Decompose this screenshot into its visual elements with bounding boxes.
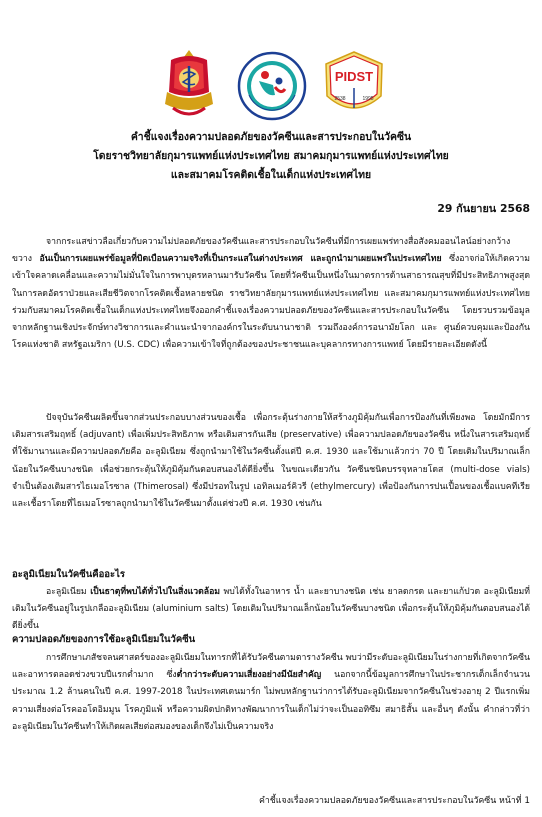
- pidst-year-ad: 1995: [362, 96, 374, 102]
- intro-text-c: ซึ่งอาจก่อให้เกิดความเข้าใจคลาดเคลื่อนและความไม่มั่นใจในการพาบุตรหลานมารับวัคซีน โดยที่วัคซีนเป็นหนึ่งในมาตรการด้านสาธารณสุขที่มีประสิทธิภาพสูงสุดในการลดอัตราป่วยและเสียชีวิตจากโรคติดเชื้อหลายชนิด ราชวิทยาลัยกุมารแพทย์แห่งประเทศไทย และสมาคมกุมารแพทย์แห่งประเทศไทย ร่วมกับสมาคมโรคติดเชื้อในเด็กแห่งประเทศไทยจึงออกคำชี้แจงเรื่องความปลอดภัยของวัคซีนและสารประกอบในวัคซีน โดยรวบรวมข้อมูลจากหลักฐานเชิงประจักษ์ทางวิชาการและคำแนะนำจากองค์กรในระดับนานาชาติ รวมถึงองค์การอนามัยโลก และ ศูนย์ควบคุมและป้องกันโรคแห่งชาติ สหรัฐอเมริกา (U.S. CDC) เพื่อความเข้าใจที่ถูกต้องของประชาชนและบุคลากรทางการแพทย์ โดยมีรายละเอียดดังนี้: [12, 254, 530, 351]
- aluminium-safety-paragraph: [12, 650, 530, 736]
- intro-paragraph: [12, 234, 530, 354]
- page-footer: คำชี้แจงเรื่องความปลอดภัยของวัคซีนและสารประกอบในวัคซีน หน้าที่ 1: [258, 796, 530, 806]
- intro-text-bold: อันเป็นการเผยแพร่ข้อมูลที่บิดเบือนความจริงที่เป็นกระแสในต่างประเทศ และถูกนำมาเผยแพร่ในประเทศไทย: [39, 254, 442, 265]
- pidst-logo-icon: [323, 50, 385, 122]
- aluminium-safety-heading: ความปลอดภัยของการใช้อะลูมิเนียมในวัคซีน: [12, 634, 196, 645]
- aluminium-heading: อะลูมิเนียมในวัคซีนคืออะไร: [12, 569, 125, 580]
- aluminium-safety-text-bold: ต่ำกว่าระดับความเสี่ยงอย่างมีนัยสำคัญ: [176, 670, 322, 681]
- pediatric-society-of-thailand-logo-icon: [237, 51, 307, 121]
- logo-bar: [0, 44, 542, 124]
- document-title-line-1: คำชี้แจงเรื่องความปลอดภัยของวัคซีนและสารประกอบในวัคซีน: [130, 131, 412, 143]
- document-date: 29 กันยายน 2568: [437, 202, 530, 215]
- aluminium-safety-text-c: นอกจากนี้ข้อมูลการศึกษาในประชากรเด็กเล็กจำนวนประมาณ 1.2 ล้านคนในปี ค.ศ. 1997-2018 ในประเทศเดนมาร์ก ไม่พบหลักฐานว่าการได้รับอะลูมิเนียมจากวัคซีนในช่วงอายุ 2 ปีแรกเพิ่มความเสี่ยงต่อโรคออโตอิมมูน โรคภูมิแพ้ หรือความผิดปกติทางพัฒนาการในเด็กไม่ว่าจะเป็นออทิซึม สมาธิสั้น และอื่นๆ ดังนั้น คำกล่าวที่ว่า อะลูมิเนียมในวัคซีนทำให้เกิดผลเสียต่อสมองของเด็กจึงไม่เป็นความจริง: [12, 670, 530, 732]
- vaccine-components-text: ปัจจุบันวัคซีนผลิตขึ้นจากส่วนประกอบบางส่วนของเชื้อ เพื่อกระตุ้นร่างกายให้สร้างภูมิคุ้มกันเพื่อการป้องกันที่เพียงพอ โดยมักมีการเติมสารเสริมฤทธิ์ (adjuvant) เพื่อเพิ่มประสิทธิภาพ หรือเติมสารกันเสีย (preservative) เพื่อความปลอดภัยของวัคซีน หนึ่งในสารเสริมฤทธิ์ที่ใช้มานานและมีความปลอดภัยคือ อะลูมิเนียม ซึ่งถูกนำมาใช้ในวัคซีนตั้งแต่ปี ค.ศ. 1930 และใช้มาแล้วกว่า 70 ปี โดยเติมในปริมาณเล็กน้อยในวัคซีนบางชนิด เพื่อช่วยกระตุ้นให้ภูมิคุ้มกันตอบสนองได้ดียิ่งขึ้น ในขณะเดียวกัน วัคซีนชนิดบรรจุหลายโดส (multi-dose vials) จำเป็นต้องเติมสารไธเมอโรซาล (Thimerosal) ซึ่งมีปรอทในรูป เอทิลเมอร์คิวรี (ethylmercury) เพื่อป้องกันการปนเปื้อนของเชื้อแบคทีเรียและเชื้อราโดยที่ไธเมอโรซาลถูกนำมาใช้ในวัคซีนมาตั้งแต่ช่วงปี ค.ศ. 1930 เช่นกัน: [12, 413, 530, 510]
- document-title-line-3: และสมาคมโรคติดเชื้อในเด็กแห่งประเทศไทย: [170, 169, 372, 181]
- aluminium-text-a: อะลูมิเนียม: [46, 587, 91, 597]
- pidst-logo-text: PIDST: [334, 69, 374, 84]
- royal-college-pediatricians-emblem-icon: [163, 48, 215, 122]
- intro-text-a: จากกระแสข่าวลือเกี่ยวกับความไม่ปลอดภัยของวัคซีนและสารประกอบในวัคซีนที่มีการเผยแพร่ทางสื่อสังคมออนไลน์อย่างกว้างขวาง: [12, 237, 511, 265]
- document-title-line-2: โดยราชวิทยาลัยกุมารแพทย์แห่งประเทศไทย สมาคมกุมารแพทย์แห่งประเทศไทย: [93, 150, 449, 162]
- pidst-year-thai: 2538: [334, 96, 346, 102]
- aluminium-text-c: พบได้ทั้งในอาหาร น้ำ และยาบางชนิด เช่น ยาลดกรด และยาแก้ปวด อะลูมิเนียมที่เติมในวัคซีนอยู่ในรูปเกลืออะลูมิเนียม (aluminium salts) โดยเติมในปริมาณเล็กน้อยในวัคซีนบางชนิด เพื่อกระตุ้นให้ภูมิคุ้มกันตอบสนองได้ดียิ่งขึ้น: [12, 587, 531, 632]
- vaccine-components-paragraph: [12, 410, 530, 513]
- aluminium-text-bold: เป็นธาตุที่พบได้ทั่วไปในสิ่งแวดล้อม: [90, 587, 221, 597]
- aluminium-safety-text-a: การศึกษาเภสัชจลนศาสตร์ของอะลูมิเนียมในทารกที่ได้รับวัคซีนตามตารางวัคซีน พบว่ามีระดับอะลูมิเนียมในร่างกายที่เกิดจากวัคซีนและอาหารตลอดช่วงขวบปีแรกต่ำมาก ซึ่ง: [12, 653, 530, 681]
- aluminium-paragraph: [12, 584, 530, 636]
